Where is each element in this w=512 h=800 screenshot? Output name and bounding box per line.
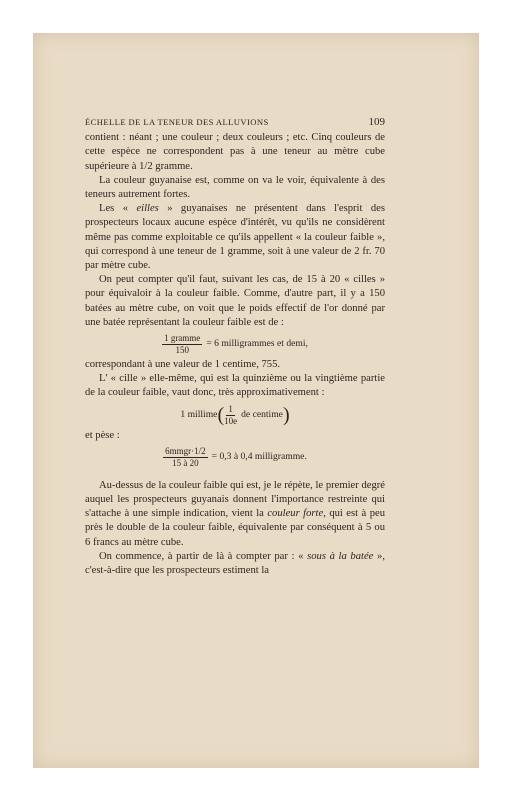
formula-2-unit: de centime [241,409,283,421]
paragraph-7: et pèse : [85,429,120,441]
paragraph-4: On peut compter qu'il faut, suivant les cas, de 15 à 20 « cilles » pour équivaloir à la couleur faible. Comme, d'autre part, il y a 150 batées au mètre cube, on voit que le poids effectif de l'or donné par une batée représentant la couleur faible est de : [85,274,385,328]
formula-2-numerator: 1 [228,403,233,414]
p3-start: Les « [99,203,129,215]
page-text [85,115,385,578]
paragraph-8 [85,479,385,550]
p9-italic: sous à la batée [307,550,374,562]
formula-2-fraction [224,404,237,427]
p3-end: » guyanaises ne présentent dans l'esprit des prospecteurs locaux aucune espèce d'intérêt, vu qu'ils ne considèrent même pas comme exploitable ce qu'ils appellent « la couleur faible », qui correspond à une teneur de 1 gramme, soit à une valeur de 2 fr. 70 par mètre cube. [85,203,385,272]
p8-end: , qui est à peu près le double de la couleur faible, équivalente par conséquent à 5 ou 6 francs au mètre cube. [85,508,385,548]
formula-2-open-paren: ( [217,404,225,427]
paragraph-1: contient : néant ; une couleur ; deux couleurs ; etc. Cinq couleurs de cette espèce ne correspondent pas à une teneur au mètre cube supérieure à 1/2 gramme. [85,132,385,172]
p9-start: On commence, à partir de là à compter par : « [99,550,304,562]
paragraph-2: La couleur guyanaise est, comme on va le voir, équivalente à des teneurs autrement fortes. [85,174,385,201]
formula-2-close-paren: ) [282,404,290,427]
page-number: 109 [368,116,385,128]
paragraph-5: correspondant à une valeur de 1 centime, 755. [85,359,281,371]
paragraph-9 [85,550,385,578]
formula-3-numerator: 6mmgr·1/2 [165,445,206,456]
running-header [85,115,385,129]
formula-1-numerator: 1 gramme [164,333,201,344]
p3-italic: eilles [136,203,159,215]
p8-start: Au-dessus de la couleur faible qui est, je le répète, le premier degré auquel les prospecteurs guyanais donnent l'importance restreinte qui s'attache à une simple indication, vient la [85,479,385,520]
formula-1-result: = 6 milligrammes et demi, [206,338,308,350]
formula-2 [85,404,385,427]
formula-3-fraction [163,446,208,469]
spacer [85,471,385,479]
header-title: ÉCHELLE DE LA TENEUR DES ALLUVIONS [85,117,269,127]
formula-1 [85,333,385,356]
formula-1-denominator: 150 [175,345,189,356]
paragraph-6: L' « cille » elle-même, qui est la quinzième ou la vingtième partie de la couleur faible, vaut donc, très approximativement : [85,373,385,399]
p8-italic: couleur forte [267,508,324,520]
formula-1-fraction [162,333,202,356]
p9-end: », c'est-à-dire que les prospecteurs estiment la [85,550,385,577]
formula-2-denominator: 10e [224,415,238,426]
paragraph-3 [85,202,385,273]
formula-3 [85,446,385,469]
formula-3-denominator: 15 à 20 [172,457,199,468]
formula-2-lhs: 1 millime [180,409,218,421]
formula-3-result: = 0,3 à 0,4 milligramme. [211,451,307,463]
